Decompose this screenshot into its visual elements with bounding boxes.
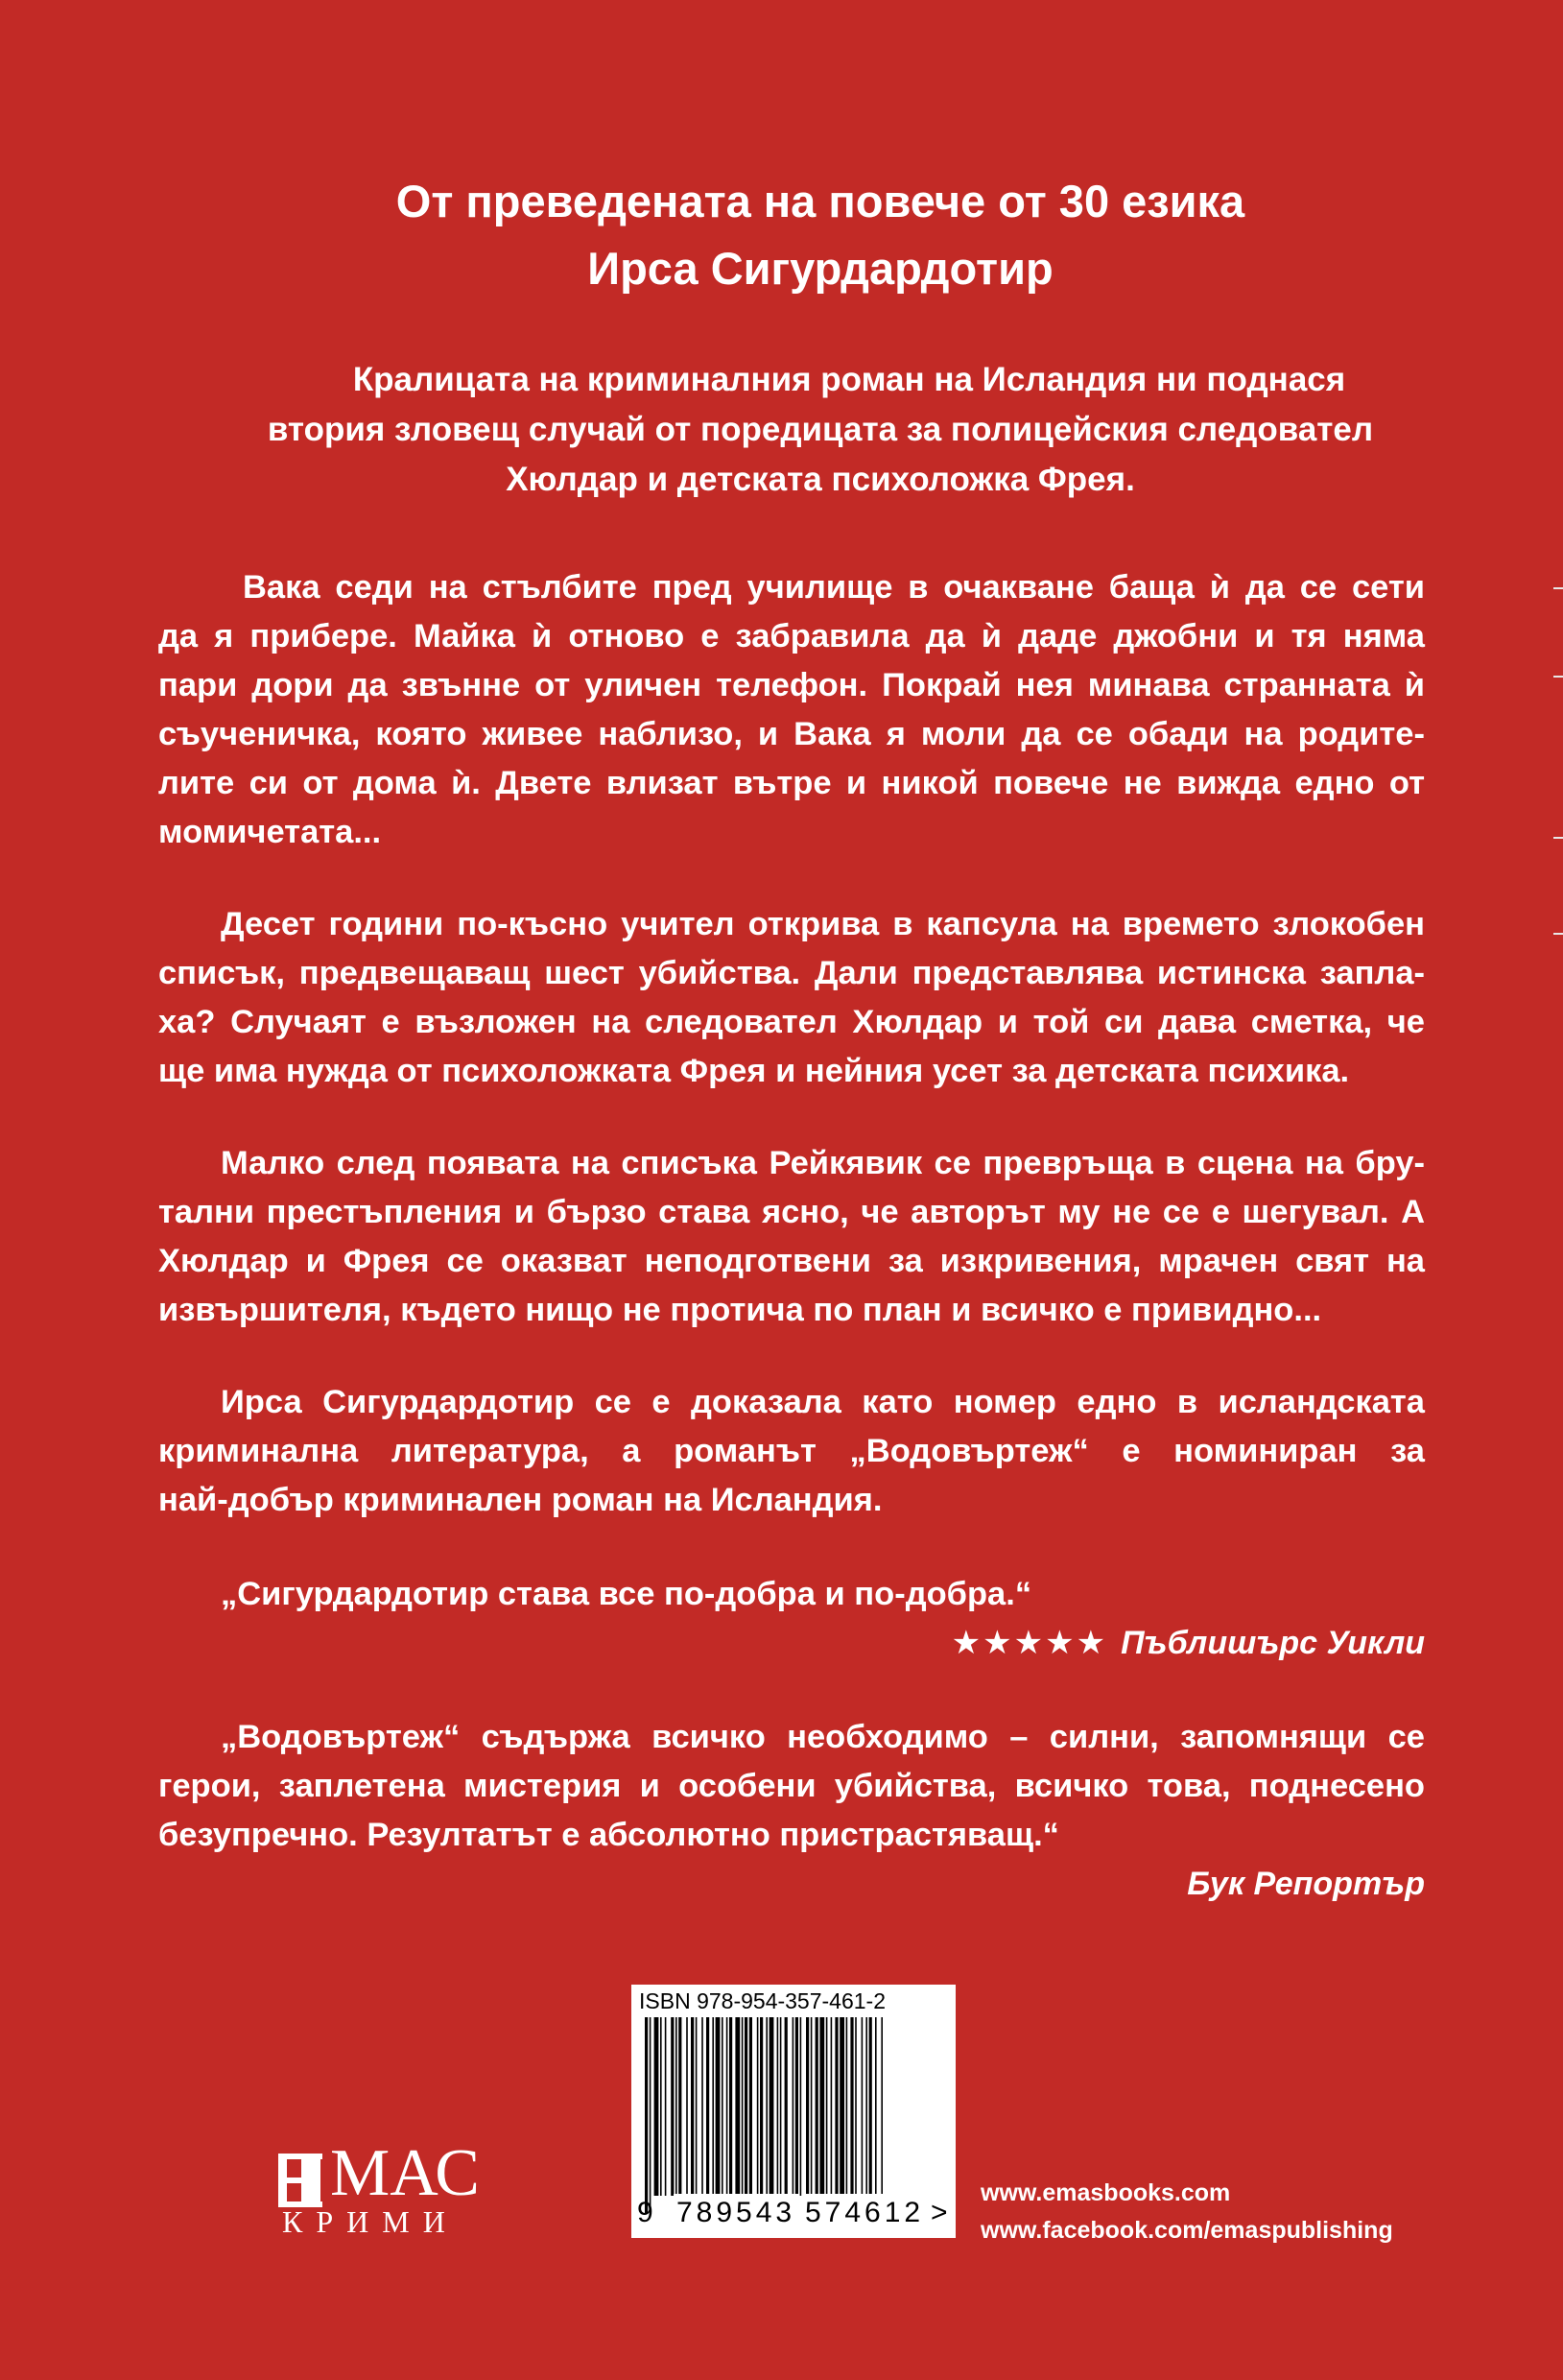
barcode-bar <box>691 2017 694 2196</box>
barcode-bar <box>757 2017 759 2196</box>
barcode-bar <box>654 2017 659 2196</box>
paragraph-reykjavik <box>158 1139 1425 1335</box>
intro-line: втория зловещ случай от поредицата за полицейския следовател <box>267 411 1374 448</box>
barcode-bar <box>726 2017 728 2196</box>
trim-mark <box>1553 933 1563 935</box>
publisher-links <box>981 2175 1393 2249</box>
barcode-bar <box>701 2017 703 2196</box>
barcode-bar <box>665 2017 667 2196</box>
trim-mark <box>1553 676 1563 678</box>
trim-mark <box>1553 587 1563 589</box>
barcode-bar <box>722 2017 723 2196</box>
paragraph-line: Ирса Сигурдардотир се е доказала като номер едно в исландската <box>221 1384 1425 1420</box>
barcode-digit-first: 9 <box>637 2197 653 2228</box>
barcode-bar <box>819 2017 824 2196</box>
paragraph-line: герои, заплетена мистерия и особени убийства, всичко това, поднесено <box>158 1768 1425 1804</box>
barcode-bars <box>641 2017 946 2213</box>
barcode-bar <box>811 2017 813 2196</box>
paragraph-line: безупречно. Резултатът е абсолютно пристрастяващ.“ <box>158 1817 1059 1853</box>
barcode-digits <box>637 2194 950 2232</box>
website-link[interactable]: www.emasbooks.com <box>981 2179 1231 2206</box>
logo-e-glyph <box>278 2154 326 2207</box>
review-source: Пъблишърс Уикли <box>1121 1625 1425 1661</box>
intro-blurb <box>158 355 1482 505</box>
barcode-bar <box>795 2017 798 2196</box>
barcode-digit-group: 789543 <box>674 2194 798 2232</box>
facebook-link[interactable]: www.facebook.com/emaspublishing <box>981 2217 1393 2244</box>
paragraph-line: момичетата... <box>158 814 382 850</box>
paragraph-line: съученичка, която живее наблизо, и Вака я моли да се обади на родите- <box>158 716 1425 752</box>
paragraph-line: пари дори да звънне от уличен телефон. Покрай нея минава странната ѝ <box>158 667 1425 703</box>
heading-translated: От преведената на повече от 30 езика <box>395 176 1245 226</box>
barcode-bar <box>869 2017 872 2196</box>
review-quote: „Сигурдардотир става все по-добра и по-добра.“ <box>221 1576 1032 1612</box>
barcode-bar <box>671 2017 674 2196</box>
barcode-bar <box>735 2017 740 2196</box>
isbn-barcode <box>631 1985 956 2238</box>
barcode-bar <box>675 2017 677 2196</box>
barcode-bar <box>816 2017 818 2196</box>
paragraph-line: „Водовъртеж“ съдържа всичко необходимо – силни, запомнящи се <box>221 1719 1425 1755</box>
paragraph-line: лите си от дома ѝ. Двете влизат вътре и никой повече не вижда едно от <box>158 765 1425 801</box>
paragraph-line: Малко след появата на списъка Рейкявик се превръща в сцена на бру- <box>221 1145 1425 1181</box>
barcode-bar <box>760 2017 763 2213</box>
barcode-bar <box>686 2017 688 2196</box>
barcode-bar <box>800 2017 802 2196</box>
barcode-bar <box>712 2017 714 2196</box>
paragraph-ten-years <box>158 900 1425 1096</box>
barcode-bar <box>645 2017 648 2213</box>
barcode-bar <box>831 2017 833 2196</box>
paragraph-line: ще има нужда от психоложката Фрея и нейния усет за детската психика. <box>158 1053 1350 1089</box>
paragraph-line: Десет години по-късно учител открива в капсула на времето злокобен <box>221 906 1425 942</box>
barcode-arrow: > <box>931 2197 948 2228</box>
barcode-bar <box>875 2017 877 2196</box>
barcode-bar <box>826 2017 828 2196</box>
paragraph-author <box>158 1378 1425 1525</box>
barcode-digit-group: 574612 <box>802 2194 927 2232</box>
barcode-bar <box>850 2017 853 2196</box>
barcode-bar <box>865 2017 867 2196</box>
barcode-bar <box>650 2017 651 2213</box>
paragraph-line: извършителя, където нищо не протича по план и всичко е привидно... <box>158 1292 1322 1328</box>
barcode-bar <box>881 2017 883 2213</box>
barcode-bar <box>785 2017 788 2196</box>
barcode-bar <box>729 2017 732 2196</box>
review-attribution <box>952 1619 1425 1667</box>
barcode-bar <box>846 2017 848 2196</box>
logo-wordmark: МАС <box>330 2136 480 2210</box>
barcode-bar <box>749 2017 752 2196</box>
intro-line: Кралицата на криминалния роман на Исландия ни поднася <box>352 361 1346 398</box>
trim-mark <box>1553 837 1563 839</box>
paragraph-line: Вака седи на стълбите пред училище в очакване баща ѝ да се сети <box>243 569 1425 606</box>
barcode-bar <box>780 2017 782 2196</box>
logo-imprint: КРИМИ <box>282 2204 459 2239</box>
barcode-bar <box>862 2017 864 2196</box>
isbn-number: ISBN 978-954-357-461-2 <box>639 1988 886 2013</box>
paragraph-line: списък, предвещаващ шест убийства. Дали представлява истинска запла- <box>158 955 1425 991</box>
paragraph-line: най-добър криминален роман на Исландия. <box>158 1482 883 1518</box>
barcode-bar <box>678 2017 681 2196</box>
barcode-bar <box>660 2017 662 2196</box>
intro-line: Хюлдар и детската психоложка Фрея. <box>506 461 1135 498</box>
rating-stars: ★★★★★ <box>951 1625 1108 1661</box>
paragraph-line: Хюлдар и Фрея се оказват неподготвени за изкривения, мрачен свят на <box>158 1243 1425 1279</box>
barcode-bar <box>840 2017 844 2196</box>
barcode-bar <box>806 2017 809 2196</box>
review-source-2: Бук Репортър <box>1187 1866 1425 1902</box>
barcode-bar <box>777 2017 779 2196</box>
paragraph-line: да я прибере. Майка ѝ отново е забравила да ѝ даде джобни и тя няма <box>158 618 1425 654</box>
paragraph-vaka <box>158 563 1425 857</box>
paragraph-line: ха? Случаят е възложен на следовател Хюлдар и той си дава сметка, че <box>158 1004 1425 1040</box>
barcode-bar <box>716 2017 721 2196</box>
publisher-logo <box>278 2136 528 2239</box>
barcode-bar <box>766 2017 768 2213</box>
barcode-bar <box>835 2017 838 2196</box>
paragraph-line: тални престъпления и бързо става ясно, че авторът му не се е шегувал. А <box>158 1194 1425 1230</box>
heading-author: Ирса Сигурдардотир <box>587 243 1054 294</box>
review-quote-2 <box>158 1713 1425 1860</box>
barcode-bar <box>742 2017 744 2196</box>
barcode-bar <box>855 2017 857 2196</box>
barcode-bar <box>706 2017 709 2196</box>
barcode-bar <box>696 2017 698 2196</box>
barcode-bar <box>770 2017 774 2196</box>
barcode-bar <box>793 2017 794 2196</box>
paragraph-line: криминална литература, а романът „Водовъртеж“ е номиниран за <box>158 1433 1425 1469</box>
barcode-bar <box>745 2017 747 2196</box>
